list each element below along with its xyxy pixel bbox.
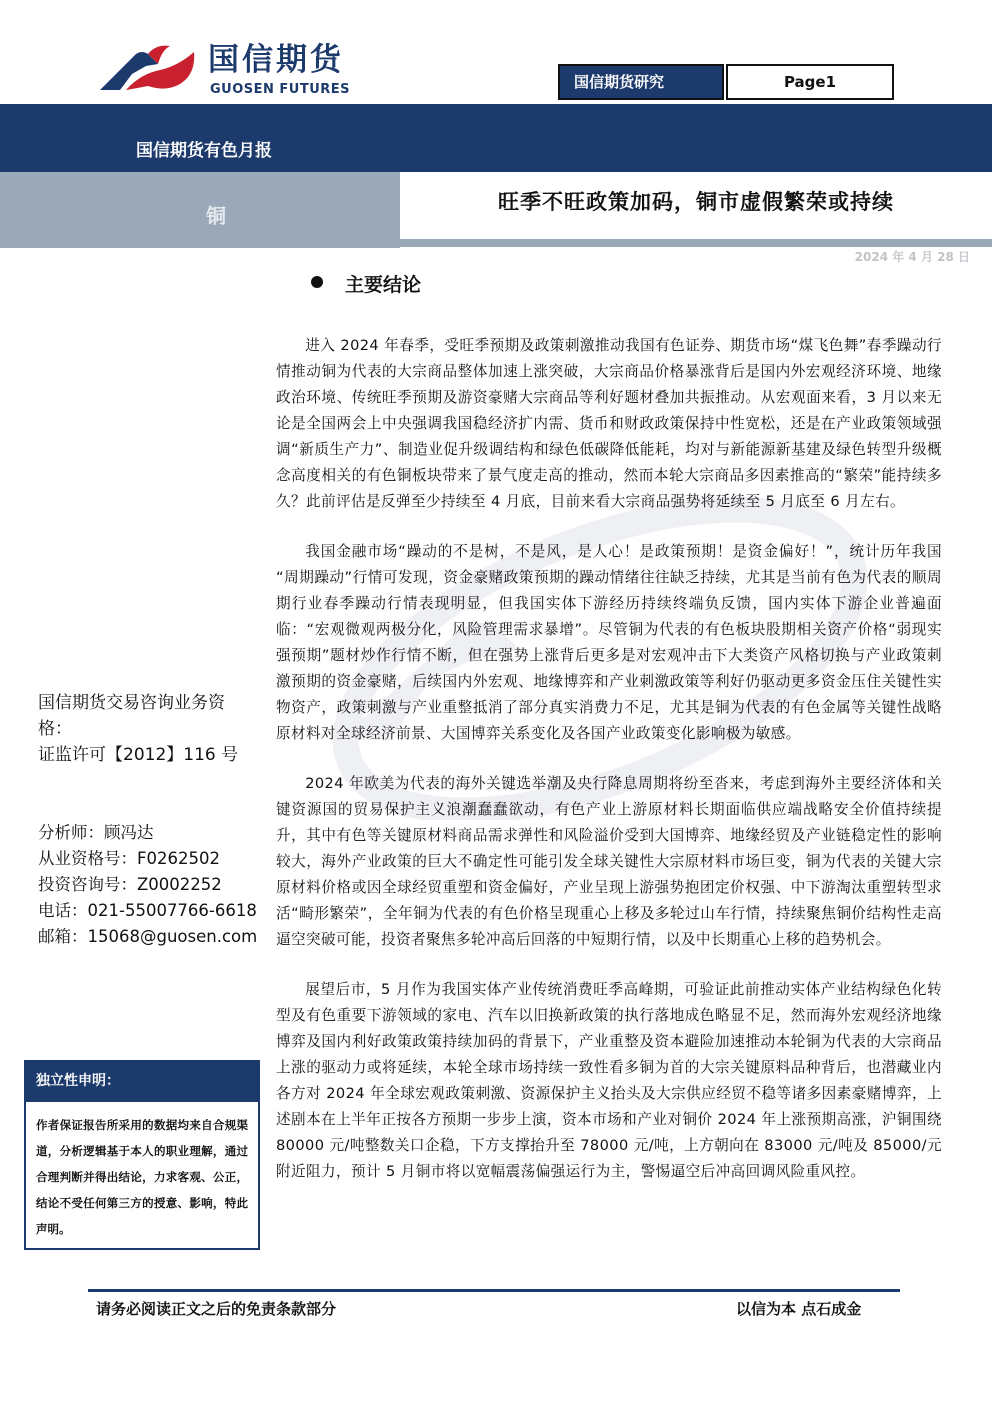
analyst-email: 邮箱：15068@guosen.com xyxy=(38,927,258,946)
paragraph-3: 2024 年欧美为代表的海外关键选举潮及央行降息周期将纷至沓来，考虑到海外主要经济体和关键资源国的贸易保护主义浪潮蠢蠢欲动，有色产业上游原材料长期面临供应端战略安全价值持续提升，其中有色等关键原材料商品需求弹性和风险溢价受到大国博弈、地缘经贸及产业链稳定性的影响较大，海外产业政策的巨大不确定性可能引发全球关键性大宗原材料市场巨变，铜为代表的关键大宗原材料价格或因全球经贸重塑和资金偏好，产业呈现上游强势抱团定价权强、中下游淘汰重塑转型求活“畸形繁荣”，全年铜为代表的有色价格呈现重心上移及多轮过山车行情，持续聚焦铜价结构性走高逼空突破可能，投资者聚焦多轮冲高后回落的中短期行情，以及中长期重心上移的趋势机会。 xyxy=(276,775,942,948)
analyst-license: 从业资格号：F0262502 xyxy=(38,849,220,868)
page-label: Page1 xyxy=(726,64,894,100)
commodity-block xyxy=(0,172,400,248)
qualification-line: 国信期货交易咨询业务资 xyxy=(38,693,225,713)
paragraph-2: 我国金融市场“躁动的不是树，不是风，是人心！是政策预期！是资金偏好！”，统计历年我国 “周期躁动”行情可发现，资金豪赌政策预期的躁动情绪往往缺乏持续，尤其是当前有色为代表的顺周期行业春季躁动行情表现明显，但我国实体下游经历持续终端负反馈，国内实体下游企业普遍面临：“宏观微观两极分化，风险管理需求暴增”。尽管铜为代表的有色板块股期相关资产价格“弱现实强预期”题材炒作行情不断，但在强势上涨背后更多是对宏观冲击下大类资产风格切换与产业政策刺激预期的资金豪赌，后续国内外宏观、地缘博弈和产业刺激政策等利好仍驱动更多资金压住关键性实物资产，政策刺激与产业重整抵消了部分真实消费力不足，尤其是铜为代表的有色金属等关键性战略原材料对全球经济前景、大国博弈关系变化及各国产业政策变化影响极为敏感。 xyxy=(276,543,942,742)
analyst-name: 分析师：顾冯达 xyxy=(38,823,154,842)
logo-name-en: GUOSEN FUTURES xyxy=(210,82,351,97)
paragraph-1: 进入 2024 年春季，受旺季预期及政策刺激推动我国有色证券、期货市场“煤飞色舞”春季躁动行情推动铜为代表的大宗商品整体加速上涨突破，大宗商品价格暴涨背后是国内外宏观经济环境、地缘政治环境、传统旺季预期及游资豪赌大宗商品等利好题材叠加共振推动。从宏观面来看，3 月以来无论是全国两会上中央强调我国稳经济扩内需、货币和财政政策保持中性宽松，还是在产业政策领域强调“新质生产力”、制造业促升级调结构和绿色低碳降低能耗，均对与新能源新基建及绿色转型升级概念高度相关的有色铜板块带来了景气度走高的推动，然而本轮大宗商品多因素推高的“繁荣”能持续多久？此前评估是反弹至少持续至 4 月底，目前来看大宗商品强势将延续至 5 月底至 6 月左右。 xyxy=(276,337,942,510)
qualification-line: 证监许可【2012】116 号 xyxy=(38,745,239,765)
footer-disclaimer: 请务必阅读正文之后的免责条款部分 xyxy=(96,1300,337,1318)
footer-rule xyxy=(88,1289,900,1292)
main-body xyxy=(276,333,942,1209)
paragraph-4: 展望后市，5 月作为我国实体产业传统消费旺季高峰期，可验证此前推动实体产业结构绿色化转型及有色重要下游领域的家电、汽车以旧换新政策的执行落地成色略显不足，然而海外宏观经济地缘博弈及国内利好政策政策持续加码的背景下，产业重整及资本避险加速推动本轮铜为代表的大宗商品上涨的驱动力或将延续，本轮全球市场持续一致性看多铜为首的大宗关键原料品种背后，也潜藏业内各方对 2024 年全球宏观政策刺激、资源保护主义抬头及大宗供应经贸不稳等诸多因素豪赌博弈，上述剧本在上半年正按各方预期一步步上演，资本市场和产业对铜价 2024 年上涨预期高涨，沪铜围绕 80000 元/吨整数关口企稳，下方支撑抬升至 78000 元/吨，上方朝向在 83000 元/吨及 85000/元附近阻力，预计 5 月铜市将以宽幅震荡偏强运行为主，警惕逼空后冲高回调风险重风控。 xyxy=(276,981,942,1180)
report-date: 2024 年 4 月 28 日 xyxy=(854,250,970,264)
independence-title: 独立性申明： xyxy=(24,1060,260,1102)
independence-text: 作者保证报告所采用的数据均来自合规渠道，分析逻辑基于本人的职业理解，通过合理判断并得出结论，力求客观、公正，结论不受任何第三方的授意、影响，特此声明。 xyxy=(36,1118,248,1236)
analyst-advisory-id: 投资咨询号：Z0002252 xyxy=(38,875,222,894)
qualification-info xyxy=(38,690,268,768)
report-series: 国信期货有色月报 xyxy=(136,141,272,161)
research-label: 国信期货研究 xyxy=(558,64,724,100)
section-bullet-icon xyxy=(311,276,323,288)
footer-slogan: 以信为本 点石成金 xyxy=(736,1300,862,1318)
guosen-logo-icon xyxy=(96,40,200,100)
title-rule xyxy=(400,239,992,247)
commodity-label: 铜 xyxy=(206,204,226,228)
report-title: 旺季不旺政策加码，铜市虚假繁荣或持续 xyxy=(498,190,894,214)
section-heading: 主要结论 xyxy=(345,274,422,296)
logo-name-cn: 国信期货 xyxy=(208,42,344,78)
qualification-line: 格： xyxy=(38,719,72,739)
analyst-info xyxy=(38,820,270,950)
analyst-phone: 电话：021-55007766-6618 xyxy=(38,901,257,920)
